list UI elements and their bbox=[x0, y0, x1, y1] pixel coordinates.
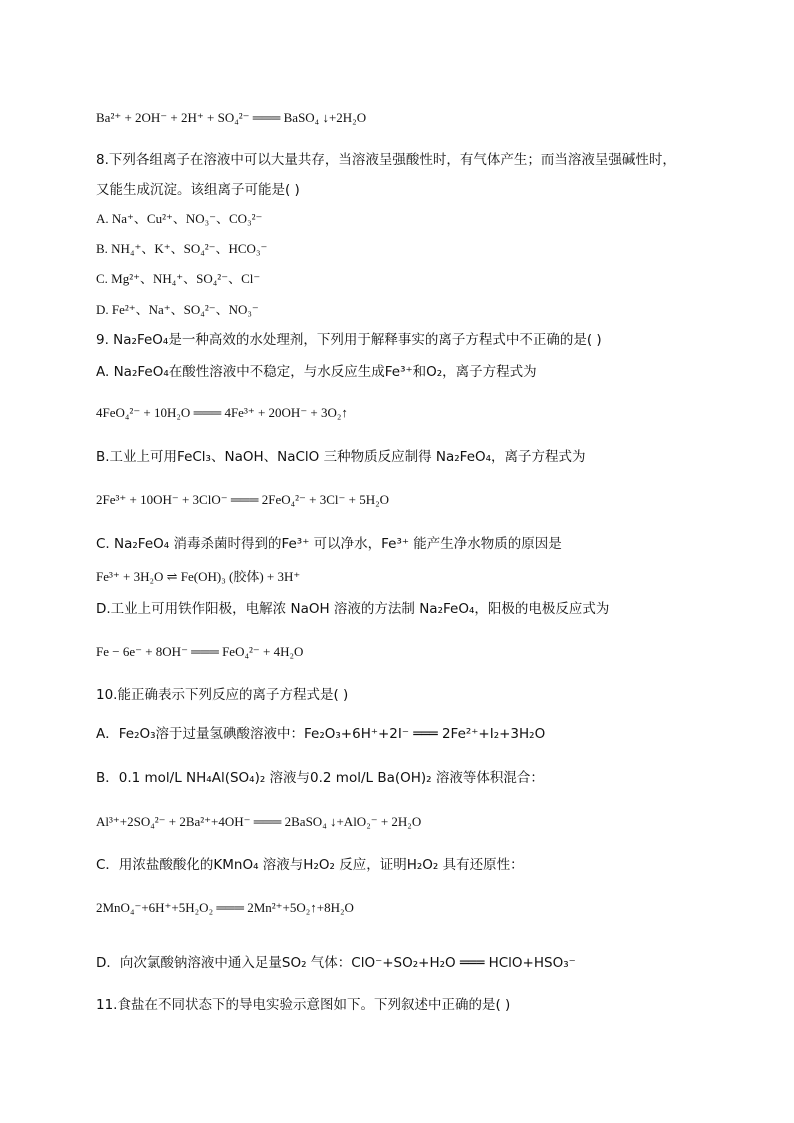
question-11-stem: 11.食盐在不同状态下的导电实验示意图如下。下列叙述中正确的是( ) bbox=[96, 997, 511, 1013]
option-10d: D．向次氯酸钠溶液中通入足量SO₂ 气体：ClO⁻+SO₂+H₂O ═══ HClO+HSO₃⁻ bbox=[96, 955, 576, 971]
equation-9d: Fe − 6e⁻ + 8OH⁻ ═══ FeO₄²⁻ + 4H₂O bbox=[96, 644, 304, 659]
equation-9a: 4FeO₄²⁻ + 10H₂O ═══ 4Fe³⁺ + 20OH⁻ + 3O₂↑ bbox=[96, 405, 348, 420]
option-10a: A．Fe₂O₃溶于过量氢碘酸溶液中：Fe₂O₃+6H⁺+2I⁻ ═══ 2Fe²⁺+I₂+3H₂O bbox=[96, 726, 546, 742]
equation-line: Ba²⁺ + 2OH⁻ + 2H⁺ + SO₄²⁻ ═══ BaSO₄ ↓+2H₂O bbox=[96, 110, 367, 125]
option-8b: B. NH₄⁺、K⁺、SO₄²⁻、HCO₃⁻ bbox=[96, 241, 268, 256]
question-8-stem: 8.下列各组离子在溶液中可以大量共存，当溶液呈强酸性时，有气体产生；而当溶液呈强碱性时， bbox=[96, 152, 676, 168]
option-10b: B．0.1 mol/L NH₄Al(SO₄)₂ 溶液与0.2 mol/L Ba(OH)₂ 溶液等体积混合： bbox=[96, 770, 544, 786]
option-9d: D.工业上可用铁作阳极，电解浓 NaOH 溶液的方法制 Na₂FeO₄，阳极的电极反应式为 bbox=[96, 601, 610, 617]
equation-10c: 2MnO₄⁻+6H⁺+5H₂O₂ ═══ 2Mn²⁺+5O₂↑+8H₂O bbox=[96, 900, 354, 915]
option-9a: A. Na₂FeO₄在酸性溶液中不稳定，与水反应生成Fe³⁺和O₂，离子方程式为 bbox=[96, 364, 537, 380]
equation-10b: Al³⁺+2SO₄²⁻ + 2Ba²⁺+4OH⁻ ═══ 2BaSO₄ ↓+AlO₂⁻ + 2H₂O bbox=[96, 814, 422, 829]
equation-9b: 2Fe³⁺ + 10OH⁻ + 3ClO⁻ ═══ 2FeO₄²⁻ + 3Cl⁻ + 5H₂O bbox=[96, 492, 390, 507]
option-9b: B.工业上可用FeCl₃、NaOH、NaClO 三种物质反应制得 Na₂FeO₄，离子方程式为 bbox=[96, 449, 586, 465]
question-10-stem: 10.能正确表示下列反应的离子方程式是( ) bbox=[96, 687, 349, 703]
option-9c: C. Na₂FeO₄ 消毒杀菌时得到的Fe³⁺ 可以净水，Fe³⁺ 能产生净水物质的原因是 bbox=[96, 536, 562, 552]
question-8-stem-cont: 又能生成沉淀。该组离子可能是( ) bbox=[96, 182, 300, 198]
option-10c: C．用浓盐酸酸化的KMnO₄ 溶液与H₂O₂ 反应，证明H₂O₂ 具有还原性： bbox=[96, 857, 524, 873]
option-8d: D. Fe²⁺、Na⁺、SO₄²⁻、NO₃⁻ bbox=[96, 302, 259, 317]
question-9-stem: 9. Na₂FeO₄是一种高效的水处理剂，下列用于解释事实的离子方程式中不正确的是( ) bbox=[96, 332, 602, 348]
option-8a: A. Na⁺、Cu²⁺、NO₃⁻、CO₃²⁻ bbox=[96, 211, 263, 226]
option-8c: C. Mg²⁺、NH₄⁺、SO₄²⁻、Cl⁻ bbox=[96, 271, 261, 286]
equation-9c: Fe³⁺ + 3H₂O ⇌ Fe(OH)₃ (胶体) + 3H⁺ bbox=[96, 569, 301, 584]
